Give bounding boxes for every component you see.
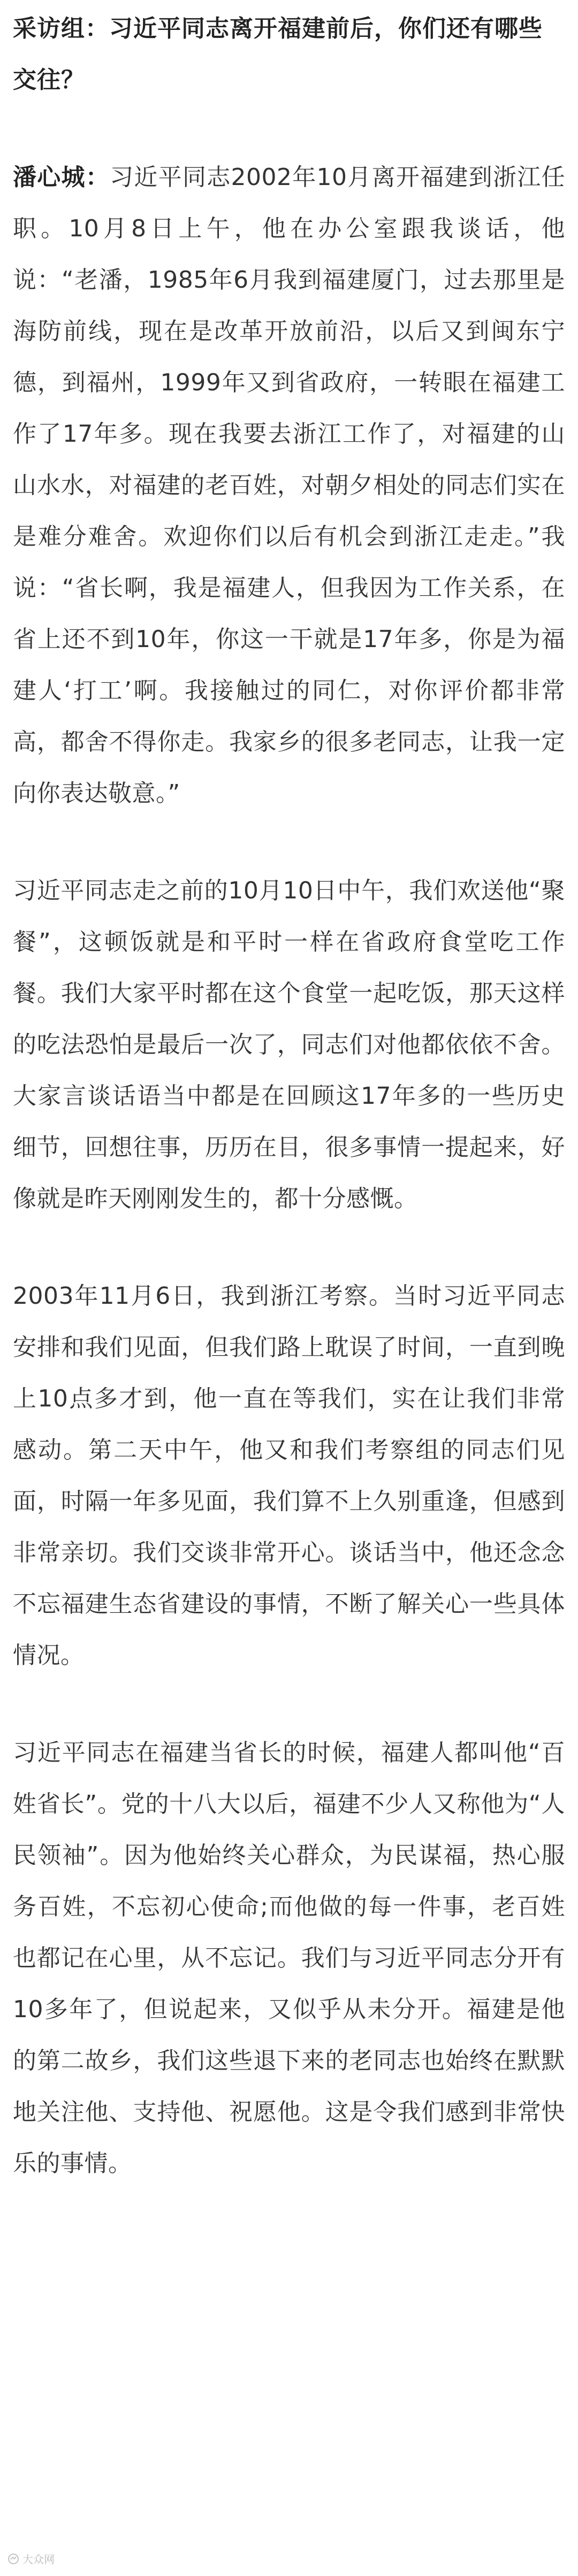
question-heading: 采访组：习近平同志离开福建前后，你们还有哪些交往？ <box>13 15 543 94</box>
watermark-text: 大众网 <box>22 2553 55 2566</box>
answer-paragraph-3: 2003年11月6日，我到浙江考察。当时习近平同志安排和我们见面，但我们路上耽误了时间，一直到晚上10点多才到，他一直在等我们，实在让我们非常感动。第二天中午，他又和我们考察组的同志们见面，时隔一年多见面，我们算不上久别重逢，但感到非常亲切。我们交谈非常开心。谈话当中，他还念念不忘福建生态省建设的事情，不断了解关心一些具体情况。 <box>13 1282 565 1669</box>
answer-paragraph-4: 习近平同志在福建当省长的时候，福建人都叫他“百姓省长”。党的十八大以后，福建不少人又称他为“人民领袖”。因为他始终关心群众，为民谋福，热心服务百姓，不忘初心使命;而他做的每一件事，老百姓也都记在心里，从不忘记。我们与习近平同志分开有10多年了，但说起来，又似乎从未分开。福建是他的第二故乡，我们这些退下来的老同志也始终在默默地关注他、支持他、祝愿他。这是令我们感到非常快乐的事情。 <box>13 1739 565 2177</box>
source-watermark <box>7 2551 55 2566</box>
answer-paragraph-1 <box>13 152 565 819</box>
answer-paragraph-2: 习近平同志走之前的10月10日中午，我们欢送他“聚餐”，这顿饭就是和平时一样在省政府食堂吃工作餐。我们大家平时都在这个食堂一起吃饭，那天这样的吃法恐怕是最后一次了，同志们对他都依依不舍。大家言谈话语当中都是在回顾这17年多的一些历史细节，回想往事，历历在目，很多事情一提起来，好像就是昨天刚刚发生的，都十分感慨。 <box>13 877 565 1212</box>
speaker-name: 潘心城： <box>13 164 110 191</box>
source-logo-icon <box>7 2553 19 2565</box>
answer-paragraph-1-text: 习近平同志2002年10月离开福建到浙江任职。10月8日上午，他在办公室跟我谈话，他说：“老潘，1985年6月我到福建厦门，过去那里是海防前线，现在是改革开放前沿，以后又到闽东宁德，到福州，1999年又到省政府，一转眼在福建工作了17年多。现在我要去浙江工作了，对福建的山山水水，对福建的老百姓，对朝夕相处的同志们实在是难分难舍。欢迎你们以后有机会到浙江走走。”我说：“省长啊，我是福建人，但我因为工作关系，在省上还不到10年，你这一干就是17年多，你是为福建人‘打工’啊。我接触过的同仁，对你评价都非常高，都舍不得你走。我家乡的很多老同志，让我一定向你表达敬意。” <box>13 164 565 807</box>
